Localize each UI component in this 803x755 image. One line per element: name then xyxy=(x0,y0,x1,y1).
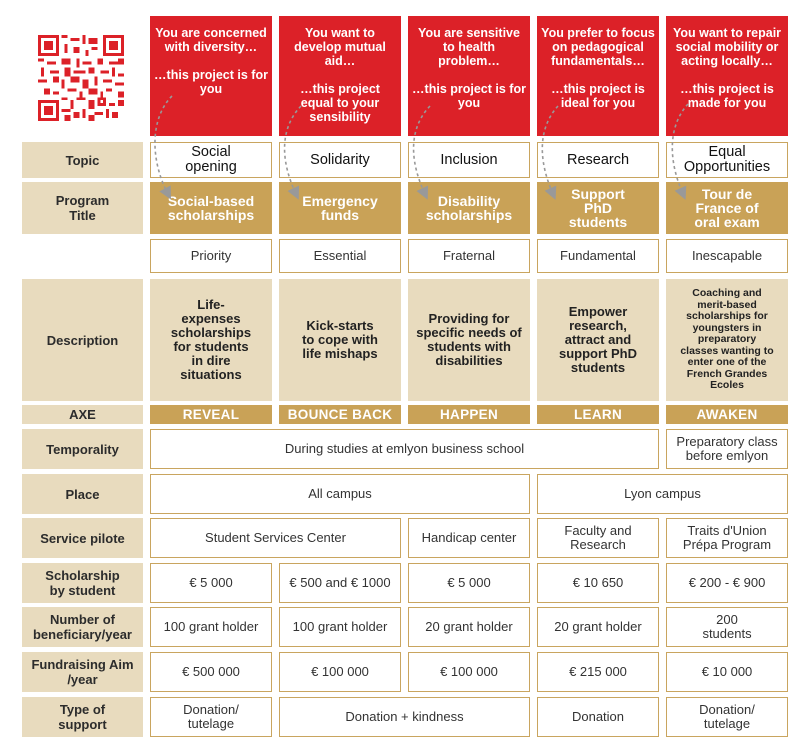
value-cell: Fundamental xyxy=(537,239,659,273)
description-cell: Providing for specific needs of students with disabilities xyxy=(408,279,530,401)
service-cell-3: Handicap center xyxy=(408,518,530,558)
intro-line-1: You want to repair social mobility or acting locally… xyxy=(672,26,782,68)
program-title-label: Program Title xyxy=(22,182,143,234)
fundraising-cell: € 100 000 xyxy=(279,652,401,692)
description-cell: Kick-starts to cope with life mishaps xyxy=(279,279,401,401)
axe-cell: REVEAL xyxy=(150,405,272,424)
topic-cell: Social opening xyxy=(150,142,272,178)
description-cell: Coaching and merit-based scholarships for youngsters in preparatory classes wanting to enter one of the French Grandes Ecoles xyxy=(666,279,788,401)
fundraising-cell: € 10 000 xyxy=(666,652,788,692)
topic-cell: Solidarity xyxy=(279,142,401,178)
intro-line-1: You prefer to focus on pedagogical fundamentals… xyxy=(541,26,655,68)
axe-cell: BOUNCE BACK xyxy=(279,405,401,424)
description-cell: Empower research, attract and support PhD students xyxy=(537,279,659,401)
temporality-label: Temporality xyxy=(22,429,143,469)
program-cell: Emergency funds xyxy=(279,182,401,234)
fundraising-cell: € 215 000 xyxy=(537,652,659,692)
axe-cell: HAPPEN xyxy=(408,405,530,424)
topic-cell: Equal Opportunities xyxy=(666,142,788,178)
intro-line-2: …this project is ideal for you xyxy=(551,82,645,110)
intro-line-1: You are sensitive to health problem… xyxy=(418,26,520,68)
intro-line-2: …this project equal to your sensibility xyxy=(300,82,380,124)
beneficiary-label: Number of beneficiary/year xyxy=(22,607,143,647)
program-cell: Tour de France of oral exam xyxy=(666,182,788,234)
program-cell: Support PhD students xyxy=(537,182,659,234)
program-cell: Social-based scholarships xyxy=(150,182,272,234)
beneficiary-cell: 200 students xyxy=(666,607,788,647)
place-last-cell: Lyon campus xyxy=(537,474,788,514)
value-cell: Priority xyxy=(150,239,272,273)
topic-cell: Inclusion xyxy=(408,142,530,178)
value-cell: Essential xyxy=(279,239,401,273)
intro-block-3 xyxy=(408,16,530,136)
support-label: Type of support xyxy=(22,697,143,737)
topic-label: Topic xyxy=(22,142,143,178)
scholarship-cell: € 5 000 xyxy=(150,563,272,603)
description-cell: Life-expenses scholarships for students in dire situations xyxy=(150,279,272,401)
service-cell-5: Traits d'Union Prépa Program xyxy=(666,518,788,558)
service-cell-4: Faculty and Research xyxy=(537,518,659,558)
intro-line-1: You are concerned with diversity… xyxy=(155,26,267,54)
scholarship-cell: € 500 and € 1000 xyxy=(279,563,401,603)
fundraising-cell: € 100 000 xyxy=(408,652,530,692)
service-main-cell: Student Services Center xyxy=(150,518,401,558)
intro-block-1 xyxy=(150,16,272,136)
temporality-last-cell: Preparatory class before emlyon xyxy=(666,429,788,469)
qr-code-icon xyxy=(38,35,124,121)
description-label: Description xyxy=(22,279,143,401)
temporality-main-cell: During studies at emlyon business school xyxy=(150,429,659,469)
support-mid-cell: Donation + kindness xyxy=(279,697,530,737)
beneficiary-cell: 100 grant holder xyxy=(150,607,272,647)
scholarship-cell: € 200 - € 900 xyxy=(666,563,788,603)
scholarship-label: Scholarship by student xyxy=(22,563,143,603)
scholarship-cell: € 5 000 xyxy=(408,563,530,603)
fundraising-cell: € 500 000 xyxy=(150,652,272,692)
support-cell-1: Donation/ tutelage xyxy=(150,697,272,737)
support-cell-4: Donation xyxy=(537,697,659,737)
value-cell: Fraternal xyxy=(408,239,530,273)
intro-line-2: …this project is made for you xyxy=(680,82,774,110)
intro-block-5 xyxy=(666,16,788,136)
beneficiary-cell: 20 grant holder xyxy=(408,607,530,647)
place-label: Place xyxy=(22,474,143,514)
intro-line-2: …this project is for you xyxy=(154,68,268,96)
intro-line-1: You want to develop mutual aid… xyxy=(294,26,386,68)
fundraising-label: Fundraising Aim /year xyxy=(22,652,143,692)
axe-label: AXE xyxy=(22,405,143,424)
support-cell-5: Donation/ tutelage xyxy=(666,697,788,737)
topic-cell: Research xyxy=(537,142,659,178)
axe-cell: AWAKEN xyxy=(666,405,788,424)
beneficiary-cell: 100 grant holder xyxy=(279,607,401,647)
service-pilote-label: Service pilote xyxy=(22,518,143,558)
scholarship-cell: € 10 650 xyxy=(537,563,659,603)
place-main-cell: All campus xyxy=(150,474,530,514)
intro-block-2 xyxy=(279,16,401,136)
axe-cell: LEARN xyxy=(537,405,659,424)
intro-block-4 xyxy=(537,16,659,136)
program-cell: Disability scholarships xyxy=(408,182,530,234)
intro-line-2: …this project is for you xyxy=(412,82,526,110)
beneficiary-cell: 20 grant holder xyxy=(537,607,659,647)
value-cell: Inescapable xyxy=(666,239,788,273)
